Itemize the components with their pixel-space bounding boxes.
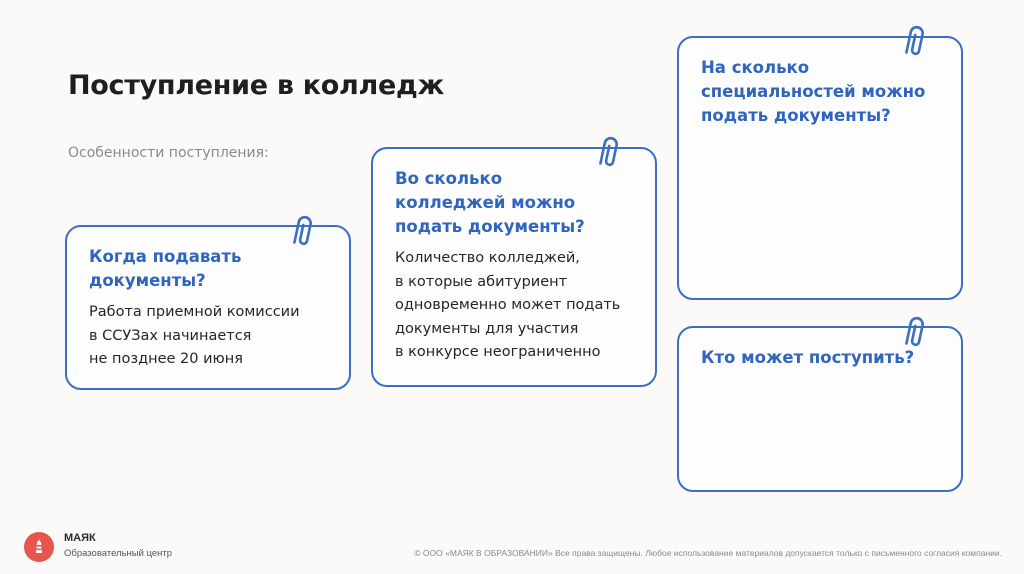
- answer-line: не позднее 20 июня: [89, 351, 243, 367]
- question-line: Кто может поступить?: [701, 348, 915, 367]
- answer-line: в ССУЗах начинается: [89, 327, 252, 344]
- question-line: Когда подавать: [89, 247, 242, 266]
- card-answer: [89, 301, 327, 372]
- card-how-many-colleges: [371, 147, 657, 387]
- card-when-to-apply: [65, 225, 351, 390]
- card-question: [395, 167, 633, 239]
- page-title: Поступление в колледж: [68, 70, 445, 101]
- card-question: [701, 56, 939, 128]
- answer-line: в конкурсе неограниченно: [395, 344, 601, 360]
- question-line: подать документы?: [701, 106, 891, 125]
- brand-name: МАЯК: [64, 532, 96, 544]
- brand-subtitle: Образовательный центр: [64, 548, 173, 559]
- paperclip-icon: [594, 134, 624, 170]
- question-line: На сколько: [701, 58, 810, 77]
- card-who-can-apply: [677, 326, 963, 492]
- copyright-notice: © ООО «МАЯК В ОБРАЗОВАНИИ» Все права защищены. Любое использование материалов допускается только с письменного согласия компании.: [414, 548, 1002, 558]
- lighthouse-logo-icon: [24, 532, 54, 562]
- answer-line: одновременно может подать: [395, 297, 621, 313]
- answer-line: документы для участия: [395, 320, 579, 337]
- paperclip-icon: [288, 213, 318, 249]
- paperclip-icon: [900, 23, 930, 59]
- question-line: подать документы?: [395, 217, 585, 236]
- answer-line: Работа приемной комиссии: [89, 304, 300, 320]
- card-how-many-specialties: [677, 36, 963, 300]
- card-question: [89, 245, 327, 293]
- card-answer: [395, 247, 633, 365]
- question-line: документы?: [89, 271, 206, 290]
- question-line: Во сколько: [395, 169, 503, 188]
- question-line: колледжей можно: [395, 193, 576, 212]
- question-line: специальностей можно: [701, 82, 926, 101]
- page-subtitle: Особенности поступления:: [68, 145, 269, 161]
- paperclip-icon: [900, 314, 930, 350]
- answer-line: в которые абитуриент: [395, 273, 568, 290]
- answer-line: Количество колледжей,: [395, 250, 580, 266]
